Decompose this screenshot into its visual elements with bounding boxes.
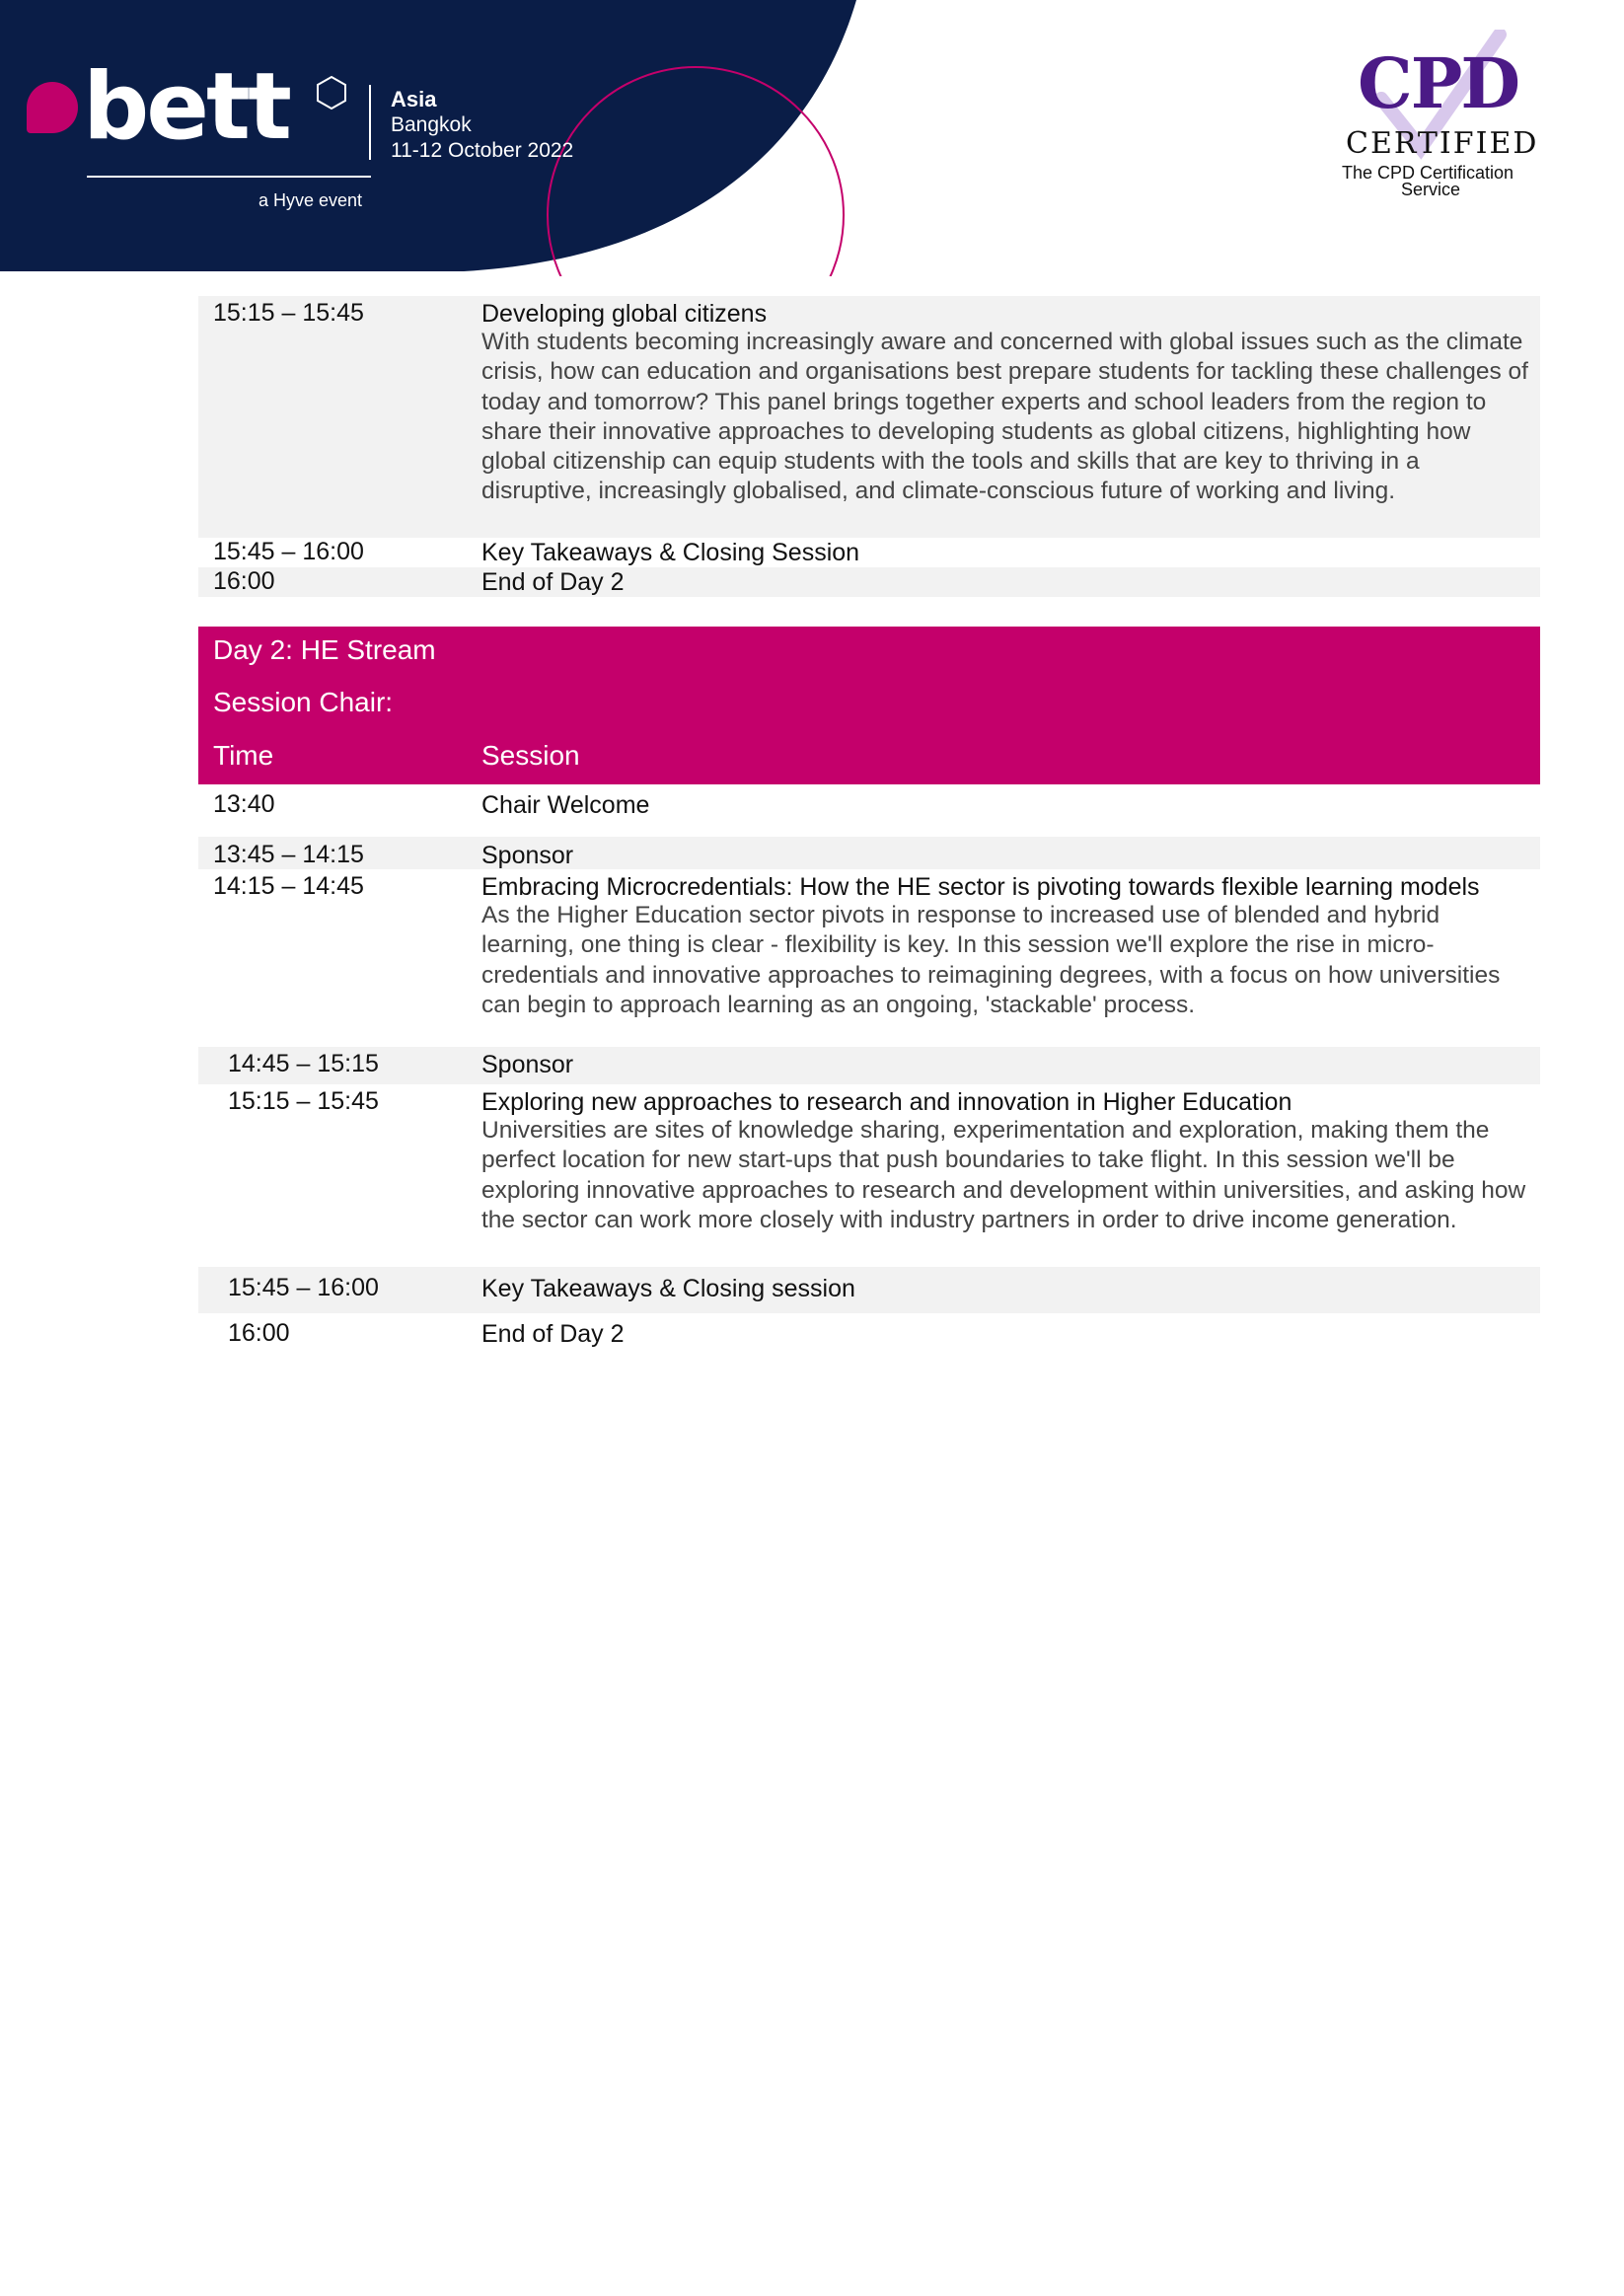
session-time: 13:45 – 14:15 bbox=[213, 841, 364, 868]
column-header-time: Time bbox=[213, 740, 274, 771]
agenda-row bbox=[198, 1047, 1540, 1084]
event-dates: 11-12 October 2022 bbox=[391, 139, 574, 162]
he-stream-header bbox=[198, 627, 1540, 784]
session-time: 15:15 – 15:45 bbox=[228, 1087, 379, 1115]
session-time: 16:00 bbox=[228, 1319, 290, 1347]
session-title: Developing global citizens bbox=[481, 300, 768, 328]
session-title: Sponsor bbox=[481, 1051, 574, 1078]
hyve-event-label: a Hyve event bbox=[258, 190, 363, 210]
session-time: 14:45 – 15:15 bbox=[228, 1050, 379, 1077]
session-description: Universities are sites of knowledge sharing, experimentation and exploration, making them the perfect location for new start-ups that push boundaries to take flight. In this session we'll be exploring innovative approaches to research and development within universities, and asking how the sector can work more closely with industry partners in order to drive income generation. bbox=[481, 1117, 1526, 1233]
event-region: Asia bbox=[391, 87, 437, 111]
cpd-service-line1: The CPD Certification bbox=[1342, 163, 1514, 183]
session-title: End of Day 2 bbox=[481, 568, 625, 596]
stream-heading: Day 2: HE Stream bbox=[213, 634, 436, 665]
agenda-row bbox=[198, 1084, 1540, 1267]
session-title: Exploring new approaches to research and innovation in Higher Education bbox=[481, 1088, 1292, 1116]
header-divider bbox=[369, 85, 371, 160]
cpd-certified-text: CERTIFIED bbox=[1346, 126, 1539, 161]
agenda-table bbox=[198, 296, 1540, 1353]
cpd-mark: CPD bbox=[1358, 42, 1519, 124]
logo-underline bbox=[87, 176, 371, 178]
session-description: As the Higher Education sector pivots in response to increased use of blended and hybrid learning, one thing is clear - flexibility is key. In this session we'll explore the rise in micro-credentials and innovative approaches to reimagining degrees, with a focus on how universities can begin to approach learning as an ongoing, 'stackable' process. bbox=[481, 902, 1501, 1018]
hexagon-icon bbox=[314, 75, 349, 111]
agenda-row bbox=[198, 1267, 1540, 1313]
session-time: 13:40 bbox=[213, 790, 275, 818]
session-title: End of Day 2 bbox=[481, 1320, 625, 1348]
session-description: With students becoming increasingly aware and concerned with global issues such as the climate crisis, how can education and organisations best prepare students for tackling these challenges of today and tomorrow? This panel brings together experts and school leaders from the region to share their innovative approaches to developing students as global citizens, highlighting how global citizenship can equip students with the tools and skills that are key to thriving in a disruptive, increasingly globalised, and climate-conscious future of working and living. bbox=[481, 329, 1528, 505]
session-time: 15:45 – 16:00 bbox=[213, 538, 364, 565]
agenda-row bbox=[198, 837, 1540, 869]
agenda-row bbox=[198, 296, 1540, 538]
cpd-service-line2: Service bbox=[1401, 180, 1461, 199]
session-chair-label: Session Chair: bbox=[213, 687, 394, 717]
agenda-row bbox=[198, 784, 1540, 822]
agenda-row bbox=[198, 869, 1540, 1047]
bett-logo: bett bbox=[83, 53, 289, 161]
session-time: 15:45 – 16:00 bbox=[228, 1274, 379, 1301]
session-title: Sponsor bbox=[481, 842, 574, 869]
agenda-row bbox=[198, 538, 1540, 567]
session-title: Key Takeaways & Closing session bbox=[481, 1275, 855, 1302]
session-title: Key Takeaways & Closing Session bbox=[481, 539, 860, 566]
cpd-certified-badge bbox=[1322, 30, 1549, 207]
session-time: 15:15 – 15:45 bbox=[213, 299, 364, 327]
agenda-row bbox=[198, 567, 1540, 597]
event-city: Bangkok bbox=[391, 113, 472, 136]
session-title: Chair Welcome bbox=[481, 791, 650, 819]
agenda-row bbox=[198, 1313, 1540, 1353]
session-time: 16:00 bbox=[213, 567, 275, 595]
bett-logo-dot bbox=[27, 82, 78, 133]
column-header-session: Session bbox=[481, 740, 580, 771]
session-title: Embracing Microcredentials: How the HE sector is pivoting towards flexible learning models bbox=[481, 873, 1480, 901]
session-time: 14:15 – 14:45 bbox=[213, 872, 364, 900]
